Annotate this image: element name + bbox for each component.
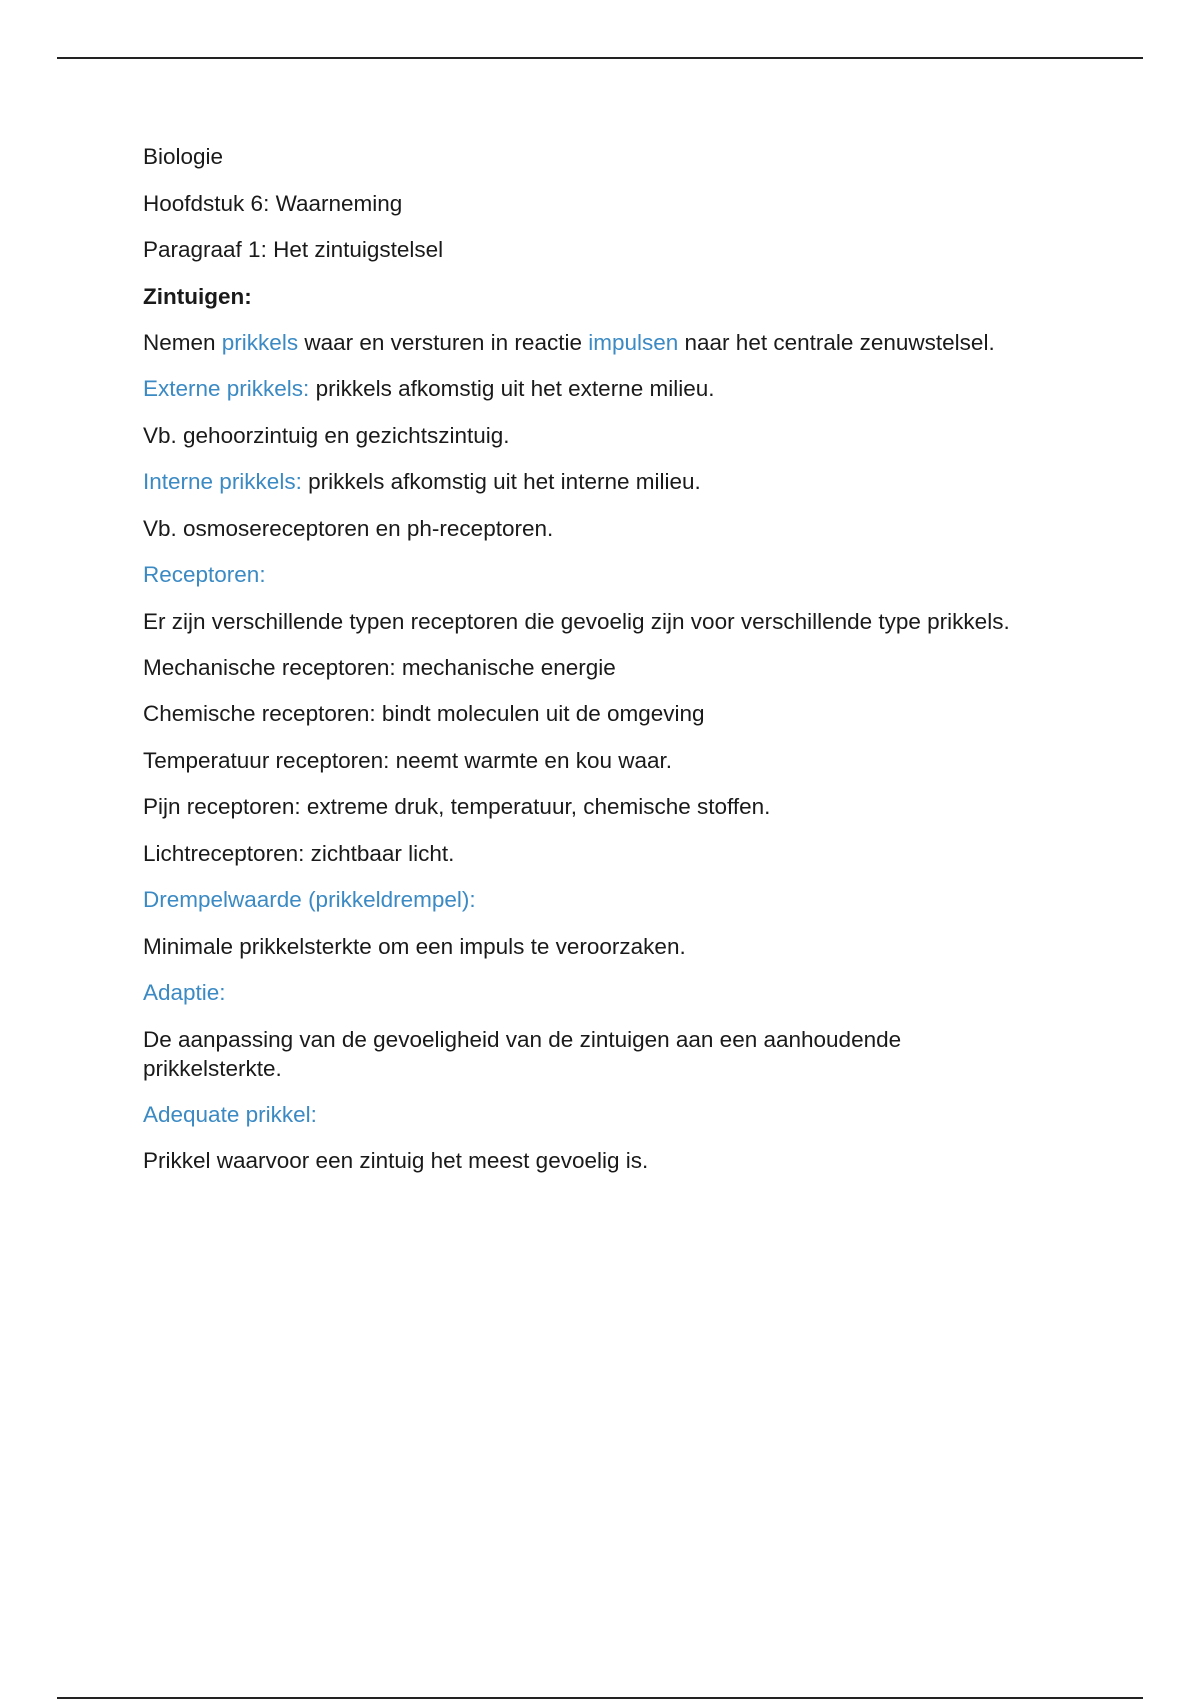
section-line: Paragraaf 1: Het zintuigstelsel: [143, 237, 444, 262]
intro-text-2: waar en versturen in reactie: [298, 330, 589, 355]
subject-line: Biologie: [143, 144, 224, 169]
threshold-text: Minimale prikkelsterkte om een impuls te veroorzaken.: [143, 933, 686, 959]
external-stimuli-line: [143, 374, 1043, 403]
external-example-line: Vb. gehoorzintuig en gezichtszintuig.: [143, 422, 510, 448]
internal-stimuli-text: prikkels afkomstig uit het interne milieu.: [301, 469, 701, 494]
receptors-intro: Er zijn verschillende typen receptoren die gevoelig zijn voor verschillende type prikkels.: [143, 608, 1010, 634]
receptors-heading: Receptoren:: [143, 562, 266, 587]
internal-example-line: Vb. osmosereceptoren en ph-receptoren.: [143, 515, 554, 541]
adaptation-heading: Adaptie:: [143, 980, 226, 1005]
header-rule: [57, 57, 1143, 59]
receptor-type-temperature: Temperatuur receptoren: neemt warmte en kou waar.: [143, 747, 673, 773]
internal-stimuli-term: Interne prikkels:: [143, 469, 302, 494]
footer-rule: [57, 1697, 1143, 1699]
intro-text-1: Nemen: [143, 330, 222, 355]
adaptation-text: De aanpassing van de gevoeligheid van de zintuigen aan een aanhoudende prikkelsterkte.: [143, 1026, 902, 1081]
intro-text-3: naar het centrale zenuwstelsel.: [678, 330, 995, 355]
receptor-type-light: Lichtreceptoren: zichtbaar licht.: [143, 840, 455, 866]
intro-paragraph: [143, 328, 1043, 357]
threshold-heading: Drempelwaarde (prikkeldrempel):: [143, 887, 476, 912]
chapter-line: Hoofdstuk 6: Waarneming: [143, 190, 403, 216]
internal-stimuli-line: [143, 467, 1043, 496]
zintuigen-heading: Zintuigen:: [143, 283, 252, 309]
receptor-type-mechanical: Mechanische receptoren: mechanische energie: [143, 654, 616, 680]
external-stimuli-term: Externe prikkels:: [143, 376, 310, 401]
external-stimuli-text: prikkels afkomstig uit het externe milieu.: [309, 376, 715, 401]
receptor-type-pain: Pijn receptoren: extreme druk, temperatuur, chemische stoffen.: [143, 794, 771, 819]
document-body: [143, 142, 1043, 1193]
adequate-stimulus-text: Prikkel waarvoor een zintuig het meest gevoelig is.: [143, 1148, 649, 1173]
keyword-prikkels: prikkels: [221, 330, 299, 355]
adequate-stimulus-heading: Adequate prikkel:: [143, 1101, 317, 1127]
receptor-type-chemical: Chemische receptoren: bindt moleculen uit de omgeving: [143, 701, 705, 726]
keyword-impulsen: impulsen: [588, 330, 679, 355]
